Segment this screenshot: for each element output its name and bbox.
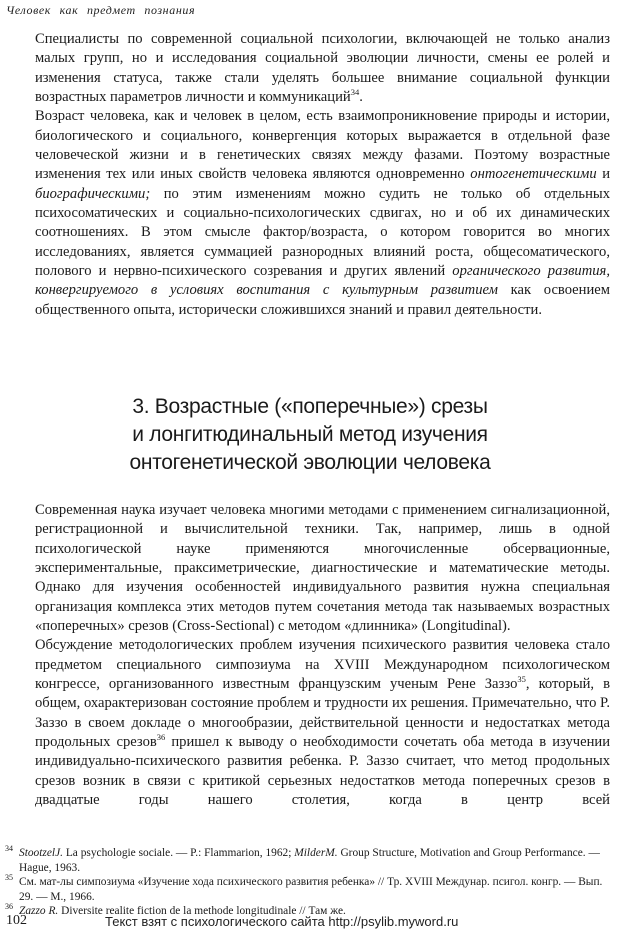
footnote-ref-36[interactable]: 36 (156, 732, 166, 743)
section-heading-line-3: онтогенетической эволюции человека (129, 451, 491, 474)
section-3-text (5, 501, 610, 811)
footnote-34: 34 StootzelJ. La psychologie sociale. — P.: Flammarion, 1962; MilderM. Group Structure, Motivation and Group Performance. — Hague, 1963. (5, 844, 600, 874)
paragraph-age-concept: Возраст человека, как и человек в целом, есть взаимопроникновение природы и истории, биологического и социального, конвергенция которых выражается в отдельной фазе человеческой жизни и в генетических связях между фазами. Поэтому возрастные изменения тех или иных свойств человека являются одновременно онтогенетическими и биографическими; по этим изменениям можно судить не только об отдельных психосоматических и социально-психологических сдвигах, но и об их динамических соотношениях. В этом смысле фактор/возраста, о котором говорится во многих исследованиях, является суммацией разнородных влияний роста, общесоматического, полового и нервно-психического созревания и других явлений органического развития, конвергируемого в условиях воспитания с культурным развитием как освоением общественного опыта, исторически сложившихся знаний и правил деятельности. (35, 108, 611, 318)
section-intro-text (5, 30, 610, 320)
footnote-ref-34[interactable]: 34 (350, 87, 360, 98)
footnote-36: 36 Zazzo R. Diversite realite fiction de la methode longitudinale // Там же. (5, 902, 346, 918)
footnote-number: 34 (5, 844, 13, 853)
footnote-ref-35[interactable]: 35 (517, 674, 526, 685)
paragraph-symposium: Обсуждение методологических проблем изучения психического развития человека стало предметом специального симпозиума на XVIII Международном психологическом конгрессе, организованного известным французским ученым Рене Заззо$^{35}$, который, в общем, охарактеризован состояние проблем и трудности их решения. Примечательно, что Р. Заззо в своем докладе о многообразии, действительной ценности и недостатках метода продольных срезов$^{36}$ пришел к выводу о необходимости сочетать оба метода в изучении индивидуально-психического развития ребенка. Р. Заззо считает, что метод продольных срезов возник в связи с критикой серьезных недостатков метода поперечных срезов в двадцатые годы нашего столетия, когда в центр всей (35, 637, 611, 809)
footnote-number: 35 (5, 873, 13, 883)
paragraph-methods: Современная наука изучает человека многими методами с применением сигнализационной, регистрационной и вычислительной техники. Так, например, лишь в одной психологической науке применяются многочисленные обсервационные, экспериментальные, праксиметрические, диагностические и математические методы. Однако для изучения особенностей индивидуального развития нужна специальная организация комплекса этих методов путем сочетания метода так называемых возрастных «поперечных» срезов (Cross-Sectional) с методом «длинника» (Longitudinal). (35, 502, 610, 635)
section-heading-line-2: и лонгитюдинальный метод изучения (132, 423, 488, 446)
footer-source-note: Текст взят с психологического сайта http://psylib.myword.ru (105, 914, 459, 929)
footnote-number: 36 (5, 902, 13, 912)
section-heading-line-1: 3. Возрастные («поперечные») срезы (132, 395, 488, 418)
section-heading (0, 393, 620, 477)
page-number: 102 (6, 913, 27, 928)
footnote-35: 35 См. мат-лы симпозиума «Изучение хода психического развития ребенка» // Тр. XVIII Междунар. псигол. конгр. — Вып. 29. — М., 1966. (5, 873, 603, 903)
running-head: Человек как предмет познания (6, 3, 196, 17)
footnotes (5, 846, 610, 919)
paragraph-social-psychology: Специалисты по современной социальной психологии, включающей не только анализ малых групп, но и исследования социальной эволюции личности, смены ее ролей и изменения статуса, также стали уделять большее внимание социальной функции возрастных параметров личности и коммуникаций$^{34}$. (35, 31, 610, 106)
